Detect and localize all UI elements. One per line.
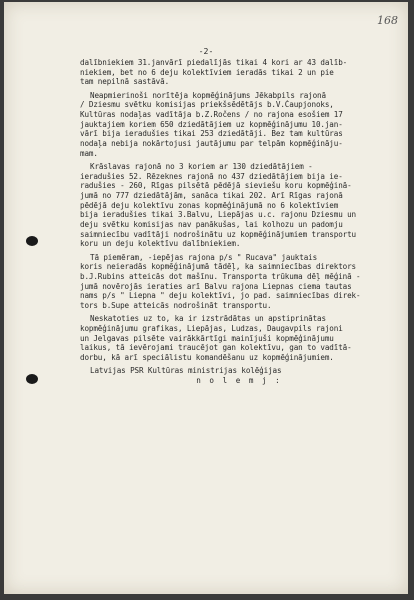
text-line: jauktajiem koriem 650 dziedātājiem uz kopmēģinājumu 10.jan- xyxy=(80,119,343,129)
text-line: Krāslavas rajonā no 3 koriem ar 130 dziedātājiem - xyxy=(90,161,313,171)
text-line: dalībniekiem 31.janvārī piedalījās tikai 4 kori ar 43 dalīb- xyxy=(80,58,348,67)
text-line: / Dziesmu svētku komisijas priekšsēdētājs b.V.Čaupjonoks, xyxy=(80,100,334,110)
text-line: b.J.Rubins atteicās dot mašīnu. Transporta trūkuma dēļ mēģinā - xyxy=(80,271,361,281)
text-line: radušies - 260, Rīgas pilsētā pēdējā sieviešu koru kopmēģinā- xyxy=(80,181,352,191)
document-body xyxy=(80,58,398,389)
text-line: jumā no 777 dziedātājām, sanāca tikai 202. Arī Rīgas rajonā xyxy=(80,190,343,200)
text-line: deju svētku komisijas nav panākušas, lai kolhozu un padomju xyxy=(80,220,343,230)
text-line: bija ieradušies tikai 3.Balvu, Liepājas u.c. rajonu Dziesmu un xyxy=(80,210,357,220)
closing-line: n o l e m j : xyxy=(196,375,282,385)
text-line: Kultūras nodaļas vadītāja b.Z.Ročens / no rajona esošiem 17 xyxy=(80,109,343,119)
paragraph-5 xyxy=(80,314,398,363)
paragraph-4 xyxy=(80,253,398,311)
text-line: laikus, tā ievērojami traucējot gan kolektīvu, gan to vadītā- xyxy=(80,343,352,353)
paragraph-1 xyxy=(80,58,398,87)
text-line: Neapmierinoši norītēja kopmēģinājums Jēkabpils rajonā xyxy=(90,90,326,100)
text-line: Neskatoties uz to, ka ir izstrādātas un apstiprinātas xyxy=(90,314,326,324)
text-line: nodaļa nebija nokārtojusi jautājumu par telpām kopmēģināju- xyxy=(80,139,343,149)
folio-number: 168 xyxy=(377,14,398,27)
document-page xyxy=(4,2,408,594)
text-line: kopmēģinājumu grafikas, Liepājas, Ludzas, Daugavpils rajoni xyxy=(80,323,343,333)
text-line: vārī bija ieradušies tikai 253 dziedātāji. Bez tam kultūras xyxy=(80,129,343,139)
text-line: saimniecību vadītāji nodrošinātu uz kopmēģinājumiem transportu xyxy=(80,229,357,239)
punch-hole xyxy=(26,374,38,384)
paragraph-3 xyxy=(80,162,398,249)
text-line: nams p/s " Liepna " deju kolektīvi, jo pad. saimniecības direk- xyxy=(80,291,361,301)
text-line: niekiem, bet no 6 deju kolektīviem ieradās tikai 2 un pie xyxy=(80,67,334,77)
text-line: Tā piemēram, -iepējas rajona p/s " Rucava" jauktais xyxy=(90,252,318,262)
paragraph-2 xyxy=(80,91,398,159)
text-line: un Jelgavas pilsēte vairākkārtīgi mainījuši kopmēģinājumu xyxy=(80,333,334,343)
text-line: jumā novērojās ieraties arī Balvu rajona Liepnas ciema tautas xyxy=(80,281,352,291)
text-line: tors b.Supe atteicās nodrošināt transportu. xyxy=(80,301,272,311)
text-line: mam. xyxy=(80,148,98,158)
text-line: koris neieradās kopmēģinājumā tādēļ, ka saimniecības direktors xyxy=(80,262,357,272)
text-line: Latvijas PSR Kultūras ministrijas kolēģijas xyxy=(90,366,282,376)
text-line: tam nepilnā sastāvā. xyxy=(80,77,170,87)
text-line: ieradušies 52. Rēzeknes rajonā no 437 dziedātājiem bija ie- xyxy=(80,171,343,181)
paragraph-6 xyxy=(80,366,398,385)
punch-hole xyxy=(26,236,38,246)
text-line: pēdējā deju kolektīvu zonas kopmēģinājumā no 6 kolektīviem xyxy=(80,200,339,210)
text-line: koru un deju kolektīvu dalībniekiem. xyxy=(80,239,241,249)
page-number: -2- xyxy=(198,46,214,56)
text-line: dorbu, kā arī speciālistu komandēšanu uz kopmēģinājumiem. xyxy=(80,352,334,362)
